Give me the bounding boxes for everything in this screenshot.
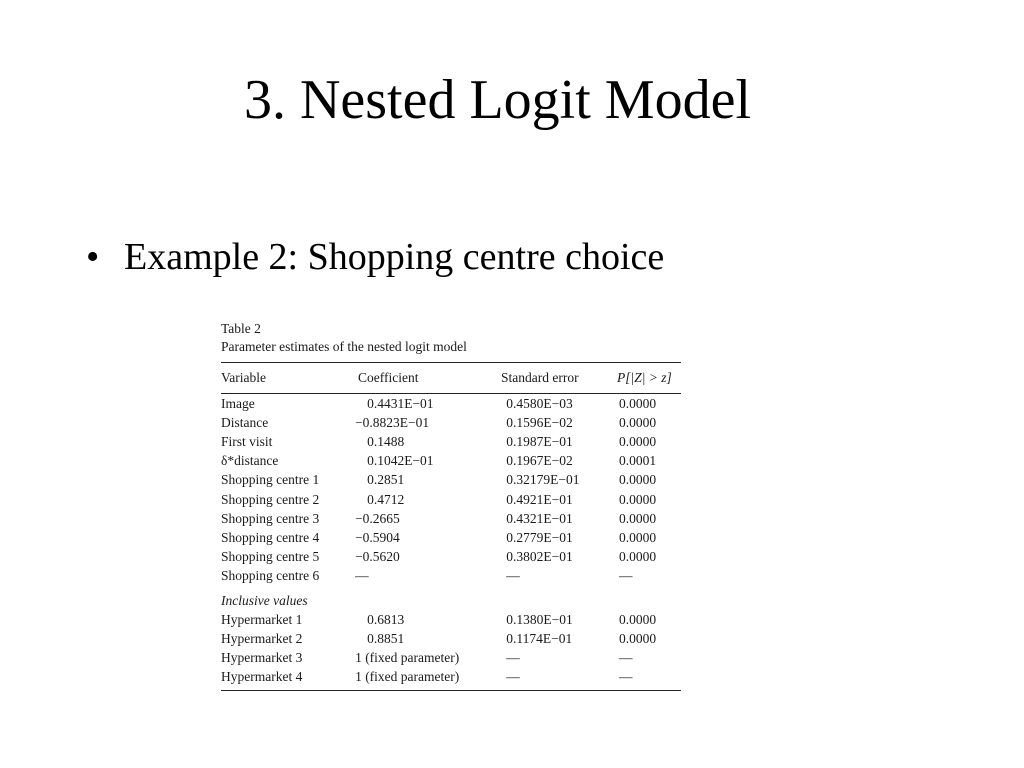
variable-cell: Hypermarket 1 [221,612,303,628]
header-coefficient: Coefficient [358,370,419,385]
variable-cell: Shopping centre 1 [221,472,320,488]
p-value-cell: 0.0000 [618,510,657,526]
coefficient-cell: −0.2665 [355,510,400,526]
p-value-cell: 0.0000 [618,396,657,412]
parameter-table-block [221,320,681,691]
standard-error-cell: 0.4921E−01 [506,491,573,507]
table-row [221,629,681,648]
table-row [221,413,681,432]
table-section-row [221,591,681,610]
variable-cell: Image [221,396,255,412]
standard-error-cell: — [506,650,520,666]
bullet-text: Example 2: Shopping centre choice [124,236,665,278]
standard-error-cell: 0.3802E−01 [506,548,573,564]
standard-error-cell: — [506,669,520,685]
slide-title: 3. Nested Logit Model [243,69,752,131]
coefficient-cell: 0.4431E−01 [367,396,434,412]
p-value-cell: — [618,669,633,685]
standard-error-cell: 0.32179E−01 [506,472,580,488]
p-value-cell: 0.0000 [618,631,657,647]
coefficient-cell: 0.8851 [367,631,405,647]
p-value-cell: 0.0000 [618,548,657,564]
variable-cell: Hypermarket 4 [221,669,303,685]
variable-cell: First visit [221,434,273,450]
variable-cell: Shopping centre 6 [221,567,320,583]
table-caption: Parameter estimates of the nested logit model [221,339,467,354]
coefficient-cell: — [355,567,369,583]
table-row [221,489,681,508]
table-header-row [221,363,681,393]
coefficient-cell: −0.8823E−01 [355,415,430,431]
standard-error-cell: 0.4580E−03 [506,396,573,412]
table-row [221,667,681,686]
variable-cell: Shopping centre 4 [221,529,320,545]
header-variable: Variable [221,370,266,385]
parameter-table-body [221,394,681,686]
table-row [221,432,681,451]
variable-cell: Shopping centre 2 [221,491,320,507]
p-value-cell: 0.0000 [618,529,657,545]
table-row [221,648,681,667]
variable-cell: Shopping centre 5 [221,548,320,564]
standard-error-cell: 0.4321E−01 [506,510,573,526]
p-value-cell: 0.0000 [618,612,657,628]
standard-error-cell: 0.2779E−01 [506,529,573,545]
table-row [221,509,681,528]
table-row [221,528,681,547]
table-row [221,610,681,629]
coefficient-cell: −0.5904 [355,529,400,545]
variable-cell: Shopping centre 3 [221,510,320,526]
table-row [221,566,681,585]
bullet-marker: • [86,236,100,278]
p-value-cell: 0.0001 [618,453,657,469]
p-value-cell: — [618,567,633,583]
p-value-cell: 0.0000 [618,434,657,450]
coefficient-cell: 0.1042E−01 [367,453,434,469]
variable-cell: δ*distance [221,453,279,469]
variable-cell: Hypermarket 3 [221,650,303,666]
table-row [221,470,681,489]
section-label: Inclusive values [221,592,308,608]
standard-error-cell: 0.1987E−01 [506,434,573,450]
variable-cell: Distance [221,415,269,431]
standard-error-cell: 0.1174E−01 [506,631,573,647]
p-value-cell: 0.0000 [618,472,657,488]
standard-error-cell: — [506,567,520,583]
standard-error-cell: 0.1380E−01 [506,612,573,628]
coefficient-cell: 1 (fixed parameter) [355,669,460,685]
table-row [221,547,681,566]
p-value-cell: — [618,650,633,666]
coefficient-cell: 0.1488 [367,434,405,450]
p-value-cell: 0.0000 [618,491,657,507]
standard-error-cell: 0.1967E−02 [506,453,573,469]
table-bottom-rule [221,690,681,691]
header-p-value: P[|Z| > z] [617,370,672,385]
coefficient-cell: 0.4712 [367,491,405,507]
parameter-table [221,363,681,393]
header-standard-error: Standard error [501,370,579,385]
coefficient-cell: 1 (fixed parameter) [355,650,460,666]
coefficient-cell: 0.2851 [367,472,405,488]
bullet-item [86,232,664,282]
table-row [221,394,681,413]
coefficient-cell: 0.6813 [367,612,405,628]
standard-error-cell: 0.1596E−02 [506,415,573,431]
p-value-cell: 0.0000 [618,415,657,431]
table-row [221,451,681,470]
variable-cell: Hypermarket 2 [221,631,303,647]
table-label: Table 2 [221,321,261,336]
coefficient-cell: −0.5620 [355,548,400,564]
